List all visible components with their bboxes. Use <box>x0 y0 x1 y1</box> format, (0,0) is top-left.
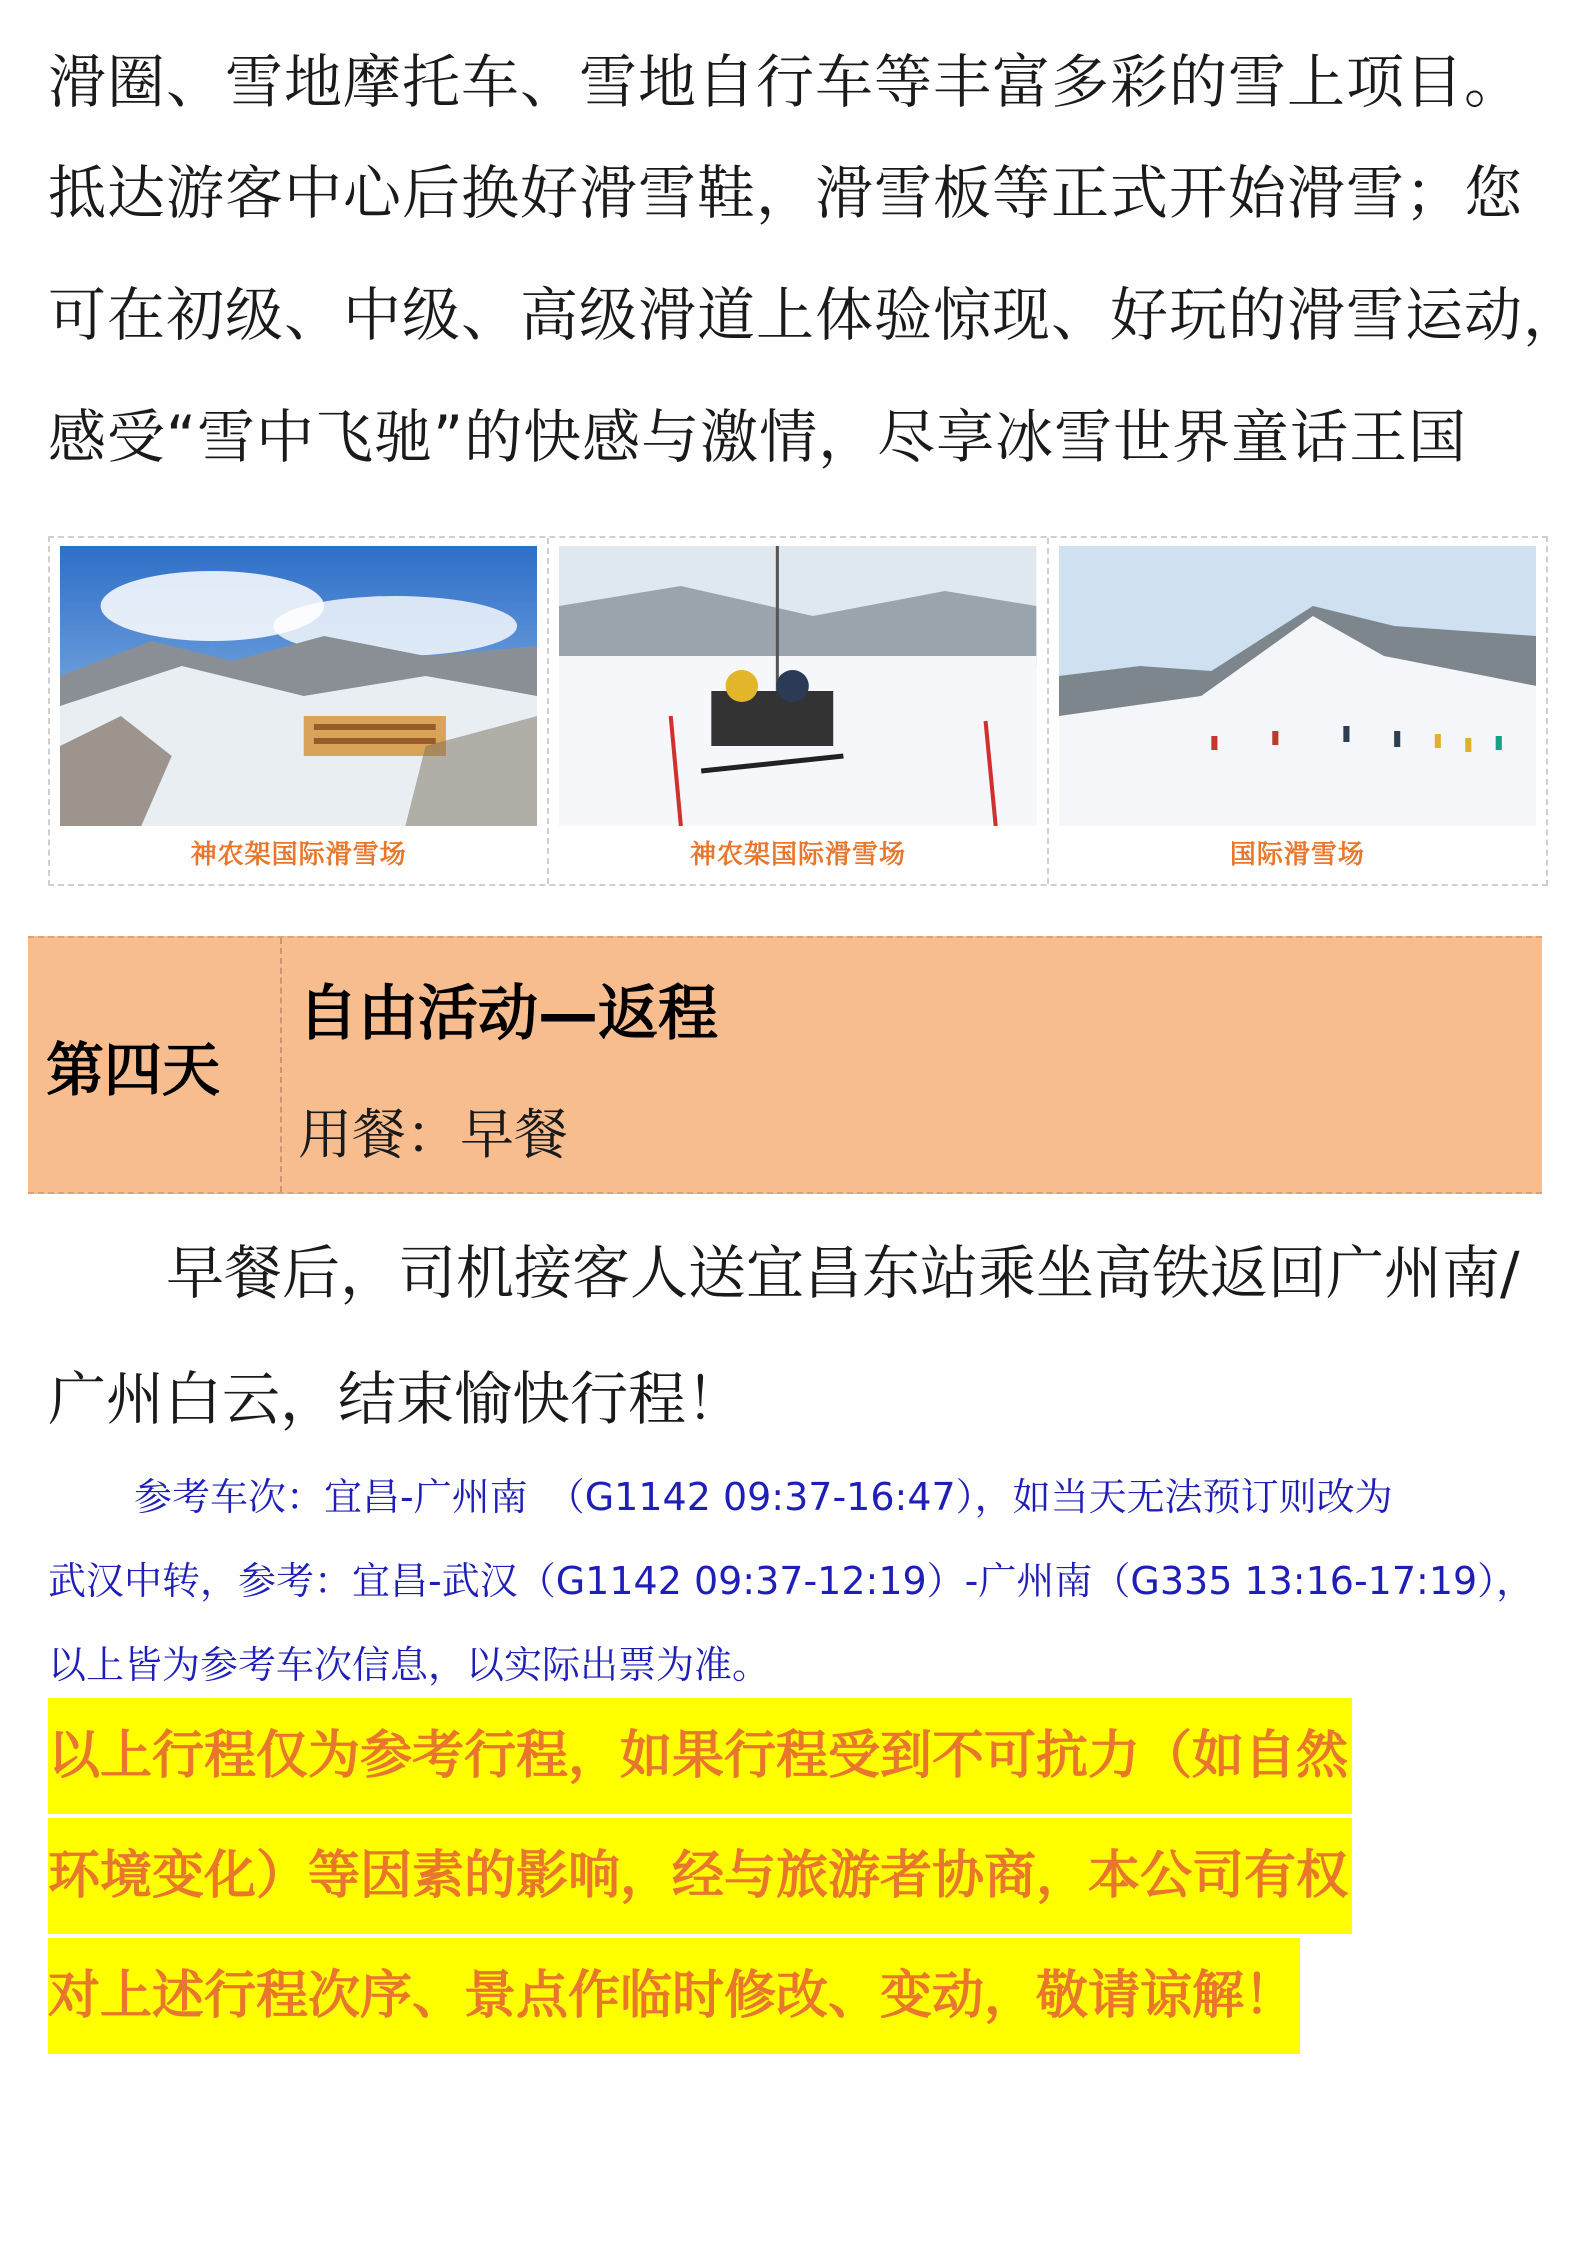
photo-caption: 国际滑雪场 <box>1229 840 1365 870</box>
notice-line: 以上行程仅为参考行程，如果行程受到不可抗力（如自然 <box>48 1698 1352 1814</box>
photo-caption: 神农架国际滑雪场 <box>689 840 906 870</box>
intro-line: 可在初级、中级、高级滑道上体验惊现、好玩的滑雪运动， <box>48 281 1583 349</box>
intro-line: 感受“雪中飞驰”的快感与激情，尽享冰雪世界童话王国 <box>48 403 1468 471</box>
train-info <box>48 1455 1558 1707</box>
notice-line: 环境变化）等因素的影响，经与旅游者协商，本公司有权 <box>48 1818 1352 1934</box>
chairlift-photo <box>559 546 1036 826</box>
intro-line: 抵达游客中心后换好滑雪鞋，滑雪板等正式开始滑雪；您 <box>48 159 1524 227</box>
day-body <box>282 938 718 1192</box>
disclaimer-notice <box>48 1698 1352 2058</box>
train-info-line: 参考车次：宜昌-广州南 （G1142 09:37-16:47），如当天无法预订则改为 <box>134 1475 1393 1519</box>
photo-strip <box>48 536 1548 886</box>
intro-line: 滑圈、雪地摩托车、雪地自行车等丰富多彩的雪上项目。 <box>48 48 1524 116</box>
description-line: 广州白云，结束愉快行程！ <box>48 1365 745 1433</box>
train-info-line: 武汉中转，参考：宜昌-武汉（G1142 09:37-12:19）-广州南（G335 13:16-17:19）， <box>48 1559 1535 1603</box>
ski-resort-photo <box>60 546 537 826</box>
day-description <box>48 1210 1558 1462</box>
photo-card-chairlift <box>549 538 1048 884</box>
day-header <box>28 936 1542 1194</box>
ski-slope-photo <box>1059 546 1536 826</box>
train-info-line: 以上皆为参考车次信息，以实际出票为准。 <box>48 1643 771 1687</box>
day-label: 第四天 <box>28 938 282 1192</box>
photo-card-resort <box>50 538 549 884</box>
description-line: 早餐后，司机接客人送宜昌东站乘坐高铁返回广州南/ <box>166 1239 1520 1307</box>
day-meal: 用餐：早餐 <box>298 1103 568 1166</box>
intro-paragraph <box>48 40 1583 498</box>
day-title: 自由活动—返程 <box>298 979 718 1049</box>
photo-caption: 神农架国际滑雪场 <box>190 840 407 870</box>
photo-card-slope <box>1049 538 1546 884</box>
notice-line: 对上述行程次序、景点作临时修改、变动，敬请谅解！ <box>48 1938 1300 2054</box>
